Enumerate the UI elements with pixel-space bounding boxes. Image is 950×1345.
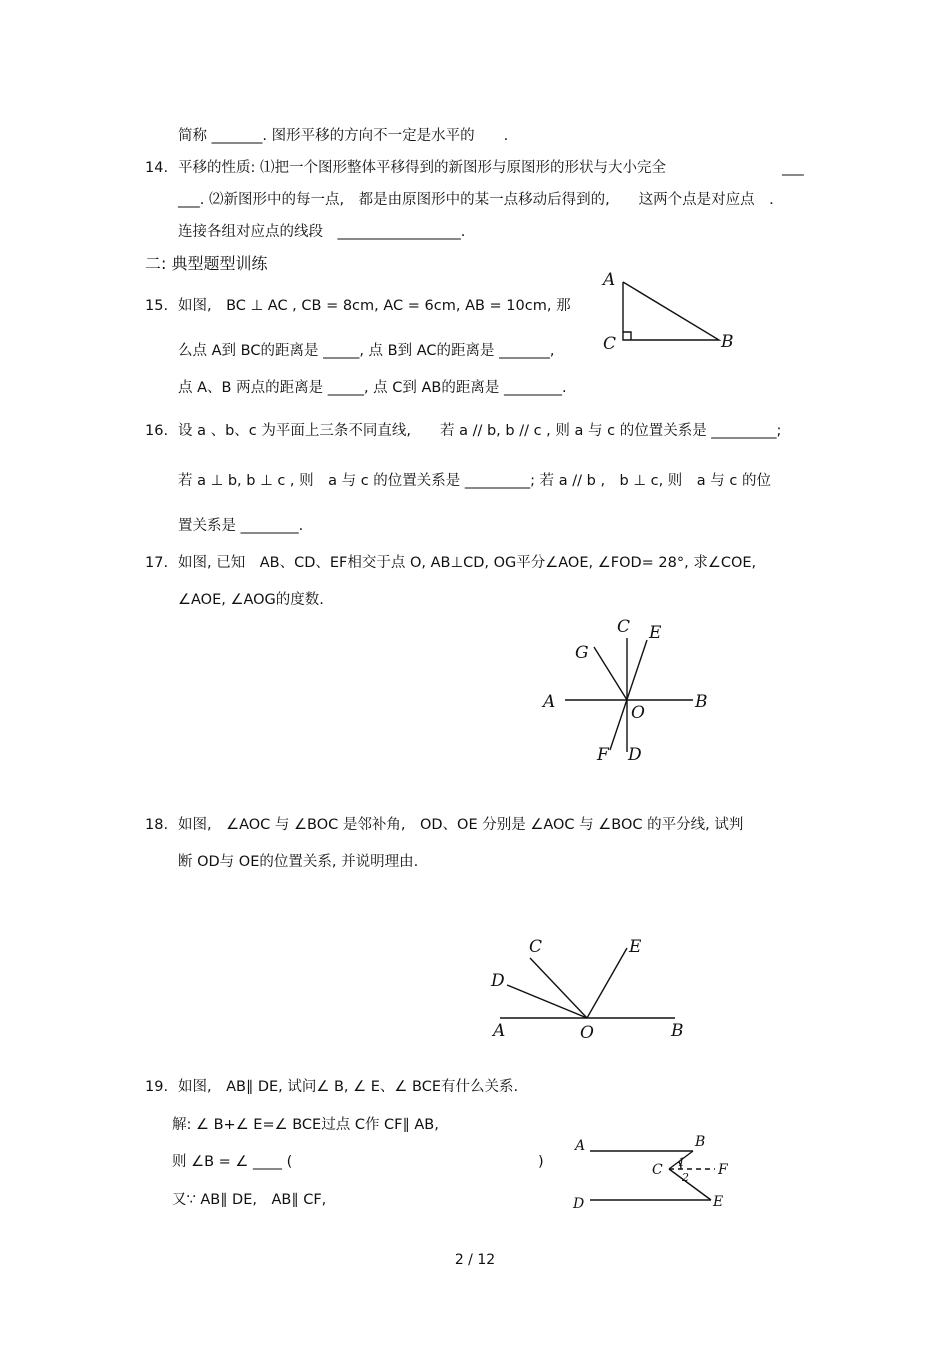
section-heading: 二: 典型题型训练 [145, 254, 268, 273]
fig17-label-d: D [628, 745, 642, 765]
fig15-label-b: B [721, 332, 734, 352]
q18-number: 18. [145, 817, 169, 833]
q15-line-2: 么点 A到 BC的距离是 _____, 点 B到 AC的距离是 _______, [178, 343, 555, 359]
q16-line-3: 置关系是 ________. [178, 518, 304, 534]
q19-paren-close: ) [538, 1154, 544, 1170]
q16-line-1: 设 a 、b、c 为平面上三条不同直线, 若 a // b, b // c , 则 a 与 c 的位置关系是 _________; [178, 423, 782, 439]
fig18-label-c: C [529, 937, 543, 957]
fig19-segment-ce [669, 1169, 711, 1200]
q19-line-2: 解: ∠ B+∠ E=∠ BCE过点 C作 CF∥ AB, [172, 1117, 439, 1133]
fig15-label-a: A [603, 270, 616, 290]
fig18-label-o: O [580, 1023, 594, 1043]
fig18-label-b: B [671, 1021, 684, 1041]
fig18-label-a: A [493, 1021, 506, 1041]
fig17-intersecting-lines [535, 610, 725, 770]
fig17-label-f: F [597, 745, 609, 765]
fig17-label-b: B [695, 692, 708, 712]
q17-line-2: ∠AOE, ∠AOG的度数. [178, 592, 324, 608]
q15-number: 15. [145, 298, 169, 314]
fig19-label-b: B [695, 1134, 706, 1150]
fig17-label-o: O [631, 703, 645, 723]
fig15-triangle [595, 265, 745, 355]
q13-continuation: 简称 _______. 图形平移的方向不一定是水平的 . [178, 128, 509, 144]
fig18-ray-od [507, 985, 587, 1018]
q18-line-2: 断 OD与 OE的位置关系, 并说明理由. [178, 854, 419, 870]
fig19-label-a: A [575, 1138, 586, 1154]
q16-line-2: 若 a ⊥ b, b ⊥ c , 则 a 与 c 的位置关系是 _________; 若 a // b , b ⊥ c, 则 a 与 c 的位 [178, 473, 771, 489]
q16-number: 16. [145, 423, 169, 439]
fig17-label-c: C [617, 617, 631, 637]
fig19-label-f: F [718, 1162, 728, 1178]
fig17-label-g: G [575, 643, 589, 663]
fig18-label-e: E [629, 937, 642, 957]
fig18-ray-oc [530, 958, 587, 1018]
fig17-label-a: A [543, 692, 556, 712]
fig15-label-c: C [603, 334, 617, 354]
q19-line-3: 则 ∠B = ∠ ____ ( [172, 1154, 293, 1170]
q19-line-1: 如图, AB∥ DE, 试问∠ B, ∠ E、∠ BCE有什么关系. [178, 1079, 519, 1095]
q17-line-1: 如图, 已知 AB、CD、EF相交于点 O, AB⊥CD, OG平分∠AOE, ∠FOD= 28°, 求∠COE, [178, 555, 757, 571]
q19-line-4: 又∵ AB∥ DE, AB∥ CF, [172, 1192, 327, 1208]
q14-line-1: 平移的性质: ⑴把一个图形整体平移得到的新图形与原图形的形状与大小完全 [178, 160, 666, 176]
q15-line-3: 点 A、B 两点的距离是 _____, 点 C到 AB的距离是 ________. [178, 380, 567, 396]
q15-line-1: 如图, BC ⊥ AC , CB = 8cm, AC = 6cm, AB = 10cm, 那 [178, 298, 571, 314]
q14-line-3: 连接各组对应点的线段 _________________. [178, 224, 466, 240]
fig18-angles [485, 928, 695, 1043]
fig17-ray-og [594, 647, 627, 700]
fig19-parallel-lines [565, 1128, 740, 1218]
q14-line-2: ___. ⑵新图形中的每一点, 都是由原图形中的某一点移动后得到的, 这两个点是对应点 . [178, 192, 774, 208]
fig18-ray-oe [587, 948, 627, 1018]
fig15-right-angle-mark [623, 332, 631, 340]
fig18-label-d: D [491, 971, 505, 991]
q19-number: 19. [145, 1079, 169, 1095]
fig19-label-d: D [573, 1196, 585, 1212]
fig19-label-c: C [652, 1162, 663, 1178]
fig19-label-e: E [713, 1194, 724, 1210]
fig17-line-ef [610, 640, 647, 750]
fig19-label-2: 2 [682, 1171, 689, 1184]
fig17-label-e: E [649, 623, 662, 643]
fig19-label-1: 1 [678, 1156, 685, 1169]
q14-number: 14. [145, 160, 169, 176]
q14-blank: ___ [782, 160, 804, 176]
fig15-triangle-edges [623, 282, 719, 340]
q17-number: 17. [145, 555, 169, 571]
q18-line-1: 如图, ∠AOC 与 ∠BOC 是邻补角, OD、OE 分别是 ∠AOC 与 ∠BOC 的平分线, 试判 [178, 817, 744, 833]
page-number: 2 / 12 [454, 1252, 496, 1268]
